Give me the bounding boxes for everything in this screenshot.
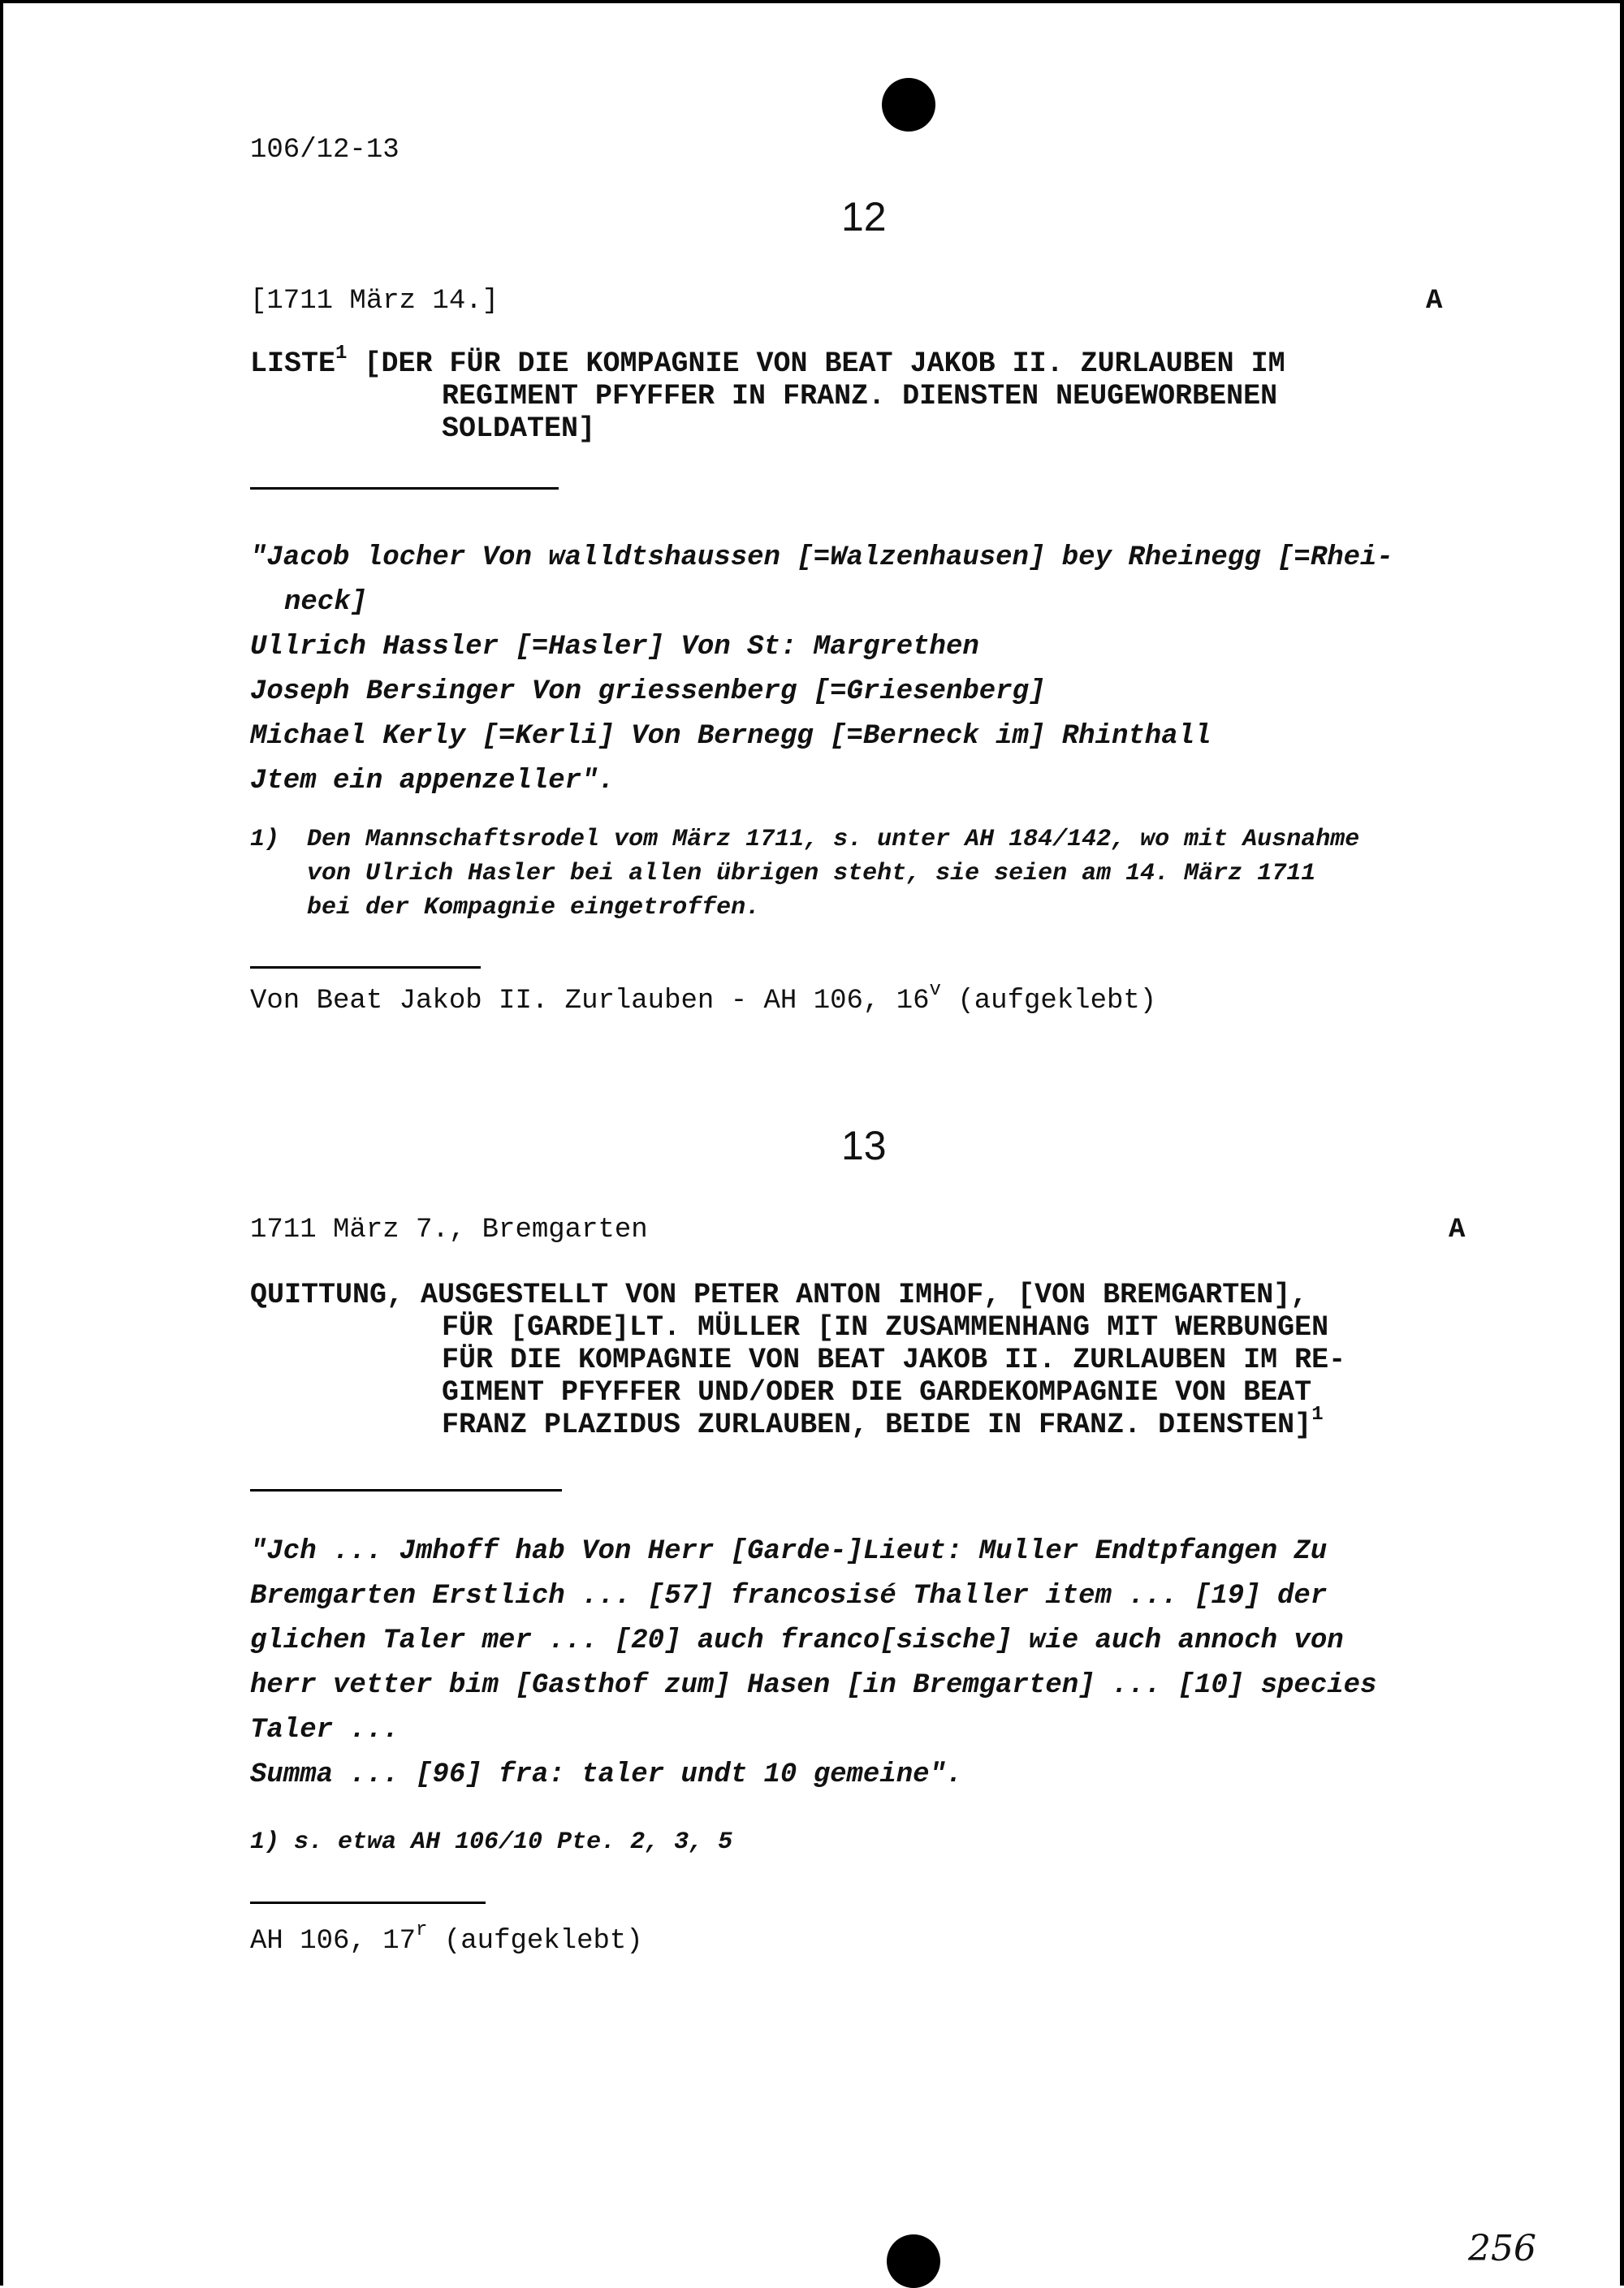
handwritten-page-number: 256 bbox=[1468, 2228, 1536, 2269]
entry-13-title-line-2: FÜR [GARDE]LT. MÜLLER [IN ZUSAMMENHANG MIT WERBUNGEN bbox=[442, 1311, 1329, 1344]
entry-12-grade: A bbox=[1426, 286, 1443, 317]
entry-12-footnote bbox=[250, 822, 1359, 925]
entry-13-footnote: 1) s. etwa AH 106/10 Pte. 2, 3, 5 bbox=[250, 1828, 733, 1856]
entry-12-title-line-1: LISTE$^1$ [DER FÜR DIE KOMPAGNIE VON BEAT JAKOB II. ZURLAUBEN IM bbox=[250, 343, 1285, 380]
entry-12-title-rule bbox=[250, 487, 559, 490]
quote-line: "Jacob locher Von walldtshaussen [=Walzenhausen] bey Rheinegg [=Rhei- bbox=[250, 542, 1393, 573]
quote-line: Taler ... bbox=[250, 1715, 400, 1746]
entry-13-title-line-5: FRANZ PLAZIDUS ZURLAUBEN, BEIDE IN FRANZ. DIENSTEN]$^1$ bbox=[442, 1404, 1324, 1441]
entry-12-title-line-3: SOLDATEN] bbox=[442, 412, 596, 445]
entry-13-grade: A bbox=[1449, 1215, 1466, 1245]
quote-line: neck] bbox=[284, 587, 368, 618]
quote-line: Bremgarten Erstlich ... [57] francosisé Thaller item ... [19] der bbox=[250, 1581, 1328, 1612]
entry-13-date: 1711 März 7., Bremgarten bbox=[250, 1215, 648, 1245]
quote-line: Michael Kerly [=Kerli] Von Bernegg [=Berneck im] Rhinthall bbox=[250, 721, 1212, 752]
entry-13-title bbox=[250, 1279, 1345, 1441]
quote-line: Jtem ein appenzeller". bbox=[250, 766, 615, 796]
page-border-top bbox=[0, 0, 1624, 3]
punch-hole-bottom bbox=[887, 2234, 940, 2288]
quote-line: glichen Taler mer ... [20] auch franco[sische] wie auch annoch von bbox=[250, 1625, 1344, 1656]
entry-12-date: [1711 März 14.] bbox=[250, 286, 499, 317]
punch-hole-top bbox=[882, 78, 935, 132]
quote-line: Summa ... [96] fra: taler undt 10 gemeine". bbox=[250, 1759, 963, 1790]
entry-12-title-line-2: REGIMENT PFYFFER IN FRANZ. DIENSTEN NEUGEWORBENEN bbox=[442, 380, 1278, 412]
entry-13-quote bbox=[250, 1530, 1376, 1798]
entry-13-title-rule bbox=[250, 1489, 562, 1492]
entry-13-title-line-3: FÜR DIE KOMPAGNIE VON BEAT JAKOB II. ZURLAUBEN IM RE- bbox=[442, 1344, 1346, 1376]
entry-13-source-rule bbox=[250, 1902, 486, 1904]
entry-12-title bbox=[250, 343, 1285, 445]
quote-line: Ullrich Hassler [=Hasler] Von St: Margrethen bbox=[250, 632, 979, 663]
quote-line: Joseph Bersinger Von griessenberg [=Griesenberg] bbox=[250, 676, 1046, 707]
page-border-left bbox=[0, 0, 3, 2286]
entry-12-source: Von Beat Jakob II. Zurlauben - AH 106, 16$^v$ (aufgeklebt) bbox=[250, 979, 1157, 1017]
footnote-line: bei der Kompagnie eingetroffen. bbox=[307, 894, 761, 922]
entry-12-source-rule bbox=[250, 966, 481, 969]
footnote-line: von Ulrich Hasler bei allen übrigen steht, sie seien am 14. März 1711 bbox=[307, 860, 1316, 887]
entry-12-quote bbox=[250, 536, 1393, 804]
page-border-right bbox=[1620, 0, 1624, 2286]
footnote-line: Den Mannschaftsrodel vom März 1711, s. unter AH 184/142, wo mit Ausnahme bbox=[307, 826, 1360, 853]
entry-13-title-line-1: QUITTUNG, AUSGESTELLT VON PETER ANTON IMHOF, [VON BREMGARTEN], bbox=[250, 1279, 1308, 1311]
entry-13-number: 13 bbox=[841, 1123, 887, 1168]
footnote-marker: 1) bbox=[250, 826, 280, 853]
archive-reference: 106/12-13 bbox=[250, 135, 400, 166]
quote-line: "Jch ... Jmhoff hab Von Herr [Garde-]Lieut: Muller Endtpfangen Zu bbox=[250, 1536, 1328, 1567]
entry-13-source: AH 106, 17$^r$ (aufgeklebt) bbox=[250, 1919, 643, 1957]
entry-12-number: 12 bbox=[841, 194, 887, 240]
quote-line: herr vetter bim [Gasthof zum] Hasen [in Bremgarten] ... [10] species bbox=[250, 1670, 1377, 1701]
entry-13-title-line-4: GIMENT PFYFFER UND/ODER DIE GARDEKOMPAGNIE VON BEAT bbox=[442, 1376, 1312, 1409]
